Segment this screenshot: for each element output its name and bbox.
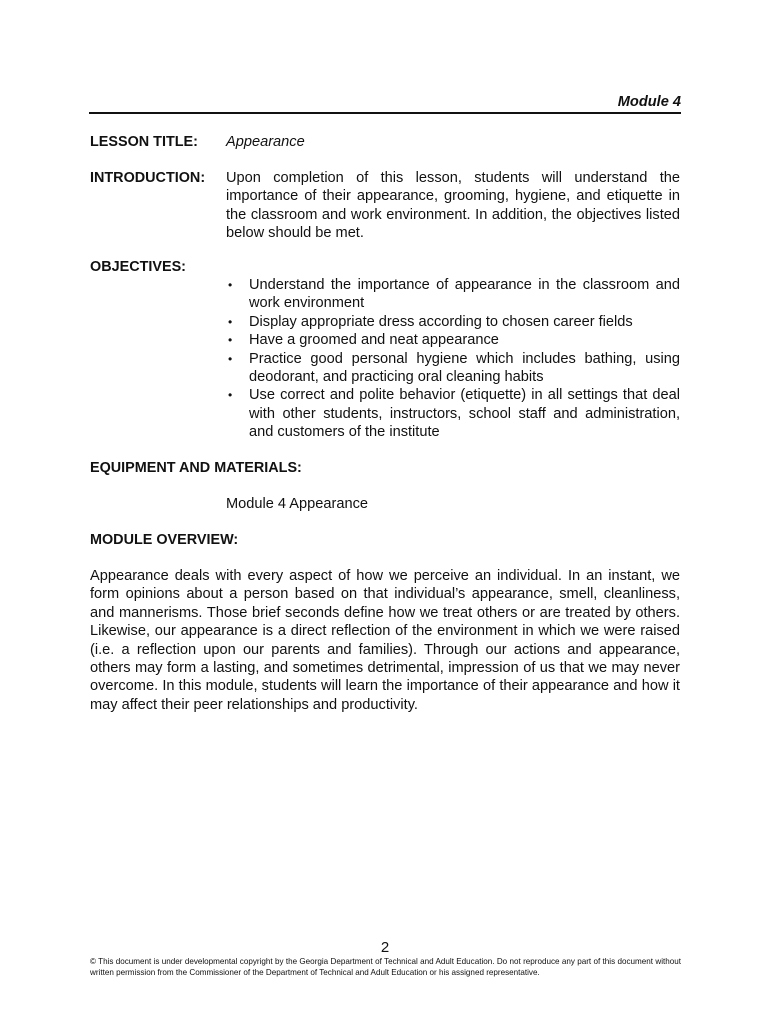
- equipment-label: EQUIPMENT AND MATERIALS:: [90, 460, 302, 476]
- bullet-icon: •: [228, 314, 233, 329]
- list-item: [226, 313, 680, 331]
- objectives-label: OBJECTIVES:: [90, 259, 186, 275]
- lesson-title-value: Appearance: [226, 134, 305, 150]
- introduction-label: INTRODUCTION:: [90, 170, 206, 186]
- list-item: [226, 350, 680, 387]
- bullet-icon: •: [228, 351, 233, 366]
- bullet-icon: •: [228, 333, 233, 348]
- list-item: [226, 276, 680, 313]
- objective-text: Use correct and polite behavior (etiquette) in all settings that deal with other students, instructors, school staff and administration, and customers of the institute: [249, 387, 680, 441]
- objective-text: Practice good personal hygiene which includes bathing, using deodorant, and practicing oral cleaning habits: [249, 350, 680, 386]
- list-item: [226, 386, 680, 441]
- header-divider: [89, 112, 681, 114]
- page-number: 2: [380, 939, 390, 956]
- introduction-text: Upon completion of this lesson, students will understand the importance of their appearance, grooming, hygiene, and etiquette in the classroom and work environment. In addition, the objectives listed below should be met.: [226, 170, 680, 242]
- equipment-value: Module 4 Appearance: [226, 496, 368, 512]
- module-overview-label: MODULE OVERVIEW:: [90, 532, 239, 548]
- lesson-title-label: LESSON TITLE:: [90, 134, 198, 150]
- bullet-icon: •: [228, 388, 233, 403]
- list-item: [226, 331, 680, 349]
- objectives-list: [226, 276, 680, 442]
- bullet-icon: •: [228, 278, 233, 292]
- copyright-footer: © This document is under developmental copyright by the Georgia Department of Technical and Adult Education. Do not reproduce any part of this document without written permission from the Commissioner of the Department of Technical and Adult Education or his assigned representative.: [90, 957, 681, 977]
- module-overview-text: Appearance deals with every aspect of how we perceive an individual. In an instant, we form opinions about a person based on that individual’s appearance, smell, cleanliness, and mannerisms. Those brief seconds define how we treat others or are treated by others. Likewise, our appearance is a direct reflection of the environment in which we were raised (i.e. a reflection upon our parents and families). Through our actions and appearance, others may form a lasting, and sometimes detrimental, impression of us that we may never overcome. In this module, students will learn the importance of their appearance and how it may affect their peer relationships and productivity.: [90, 568, 680, 713]
- objective-text: Display appropriate dress according to chosen career fields: [249, 313, 633, 330]
- objective-text: Have a groomed and neat appearance: [249, 332, 499, 349]
- module-header: Module 4: [617, 94, 681, 110]
- objective-text: Understand the importance of appearance in the classroom and work environment: [249, 277, 680, 312]
